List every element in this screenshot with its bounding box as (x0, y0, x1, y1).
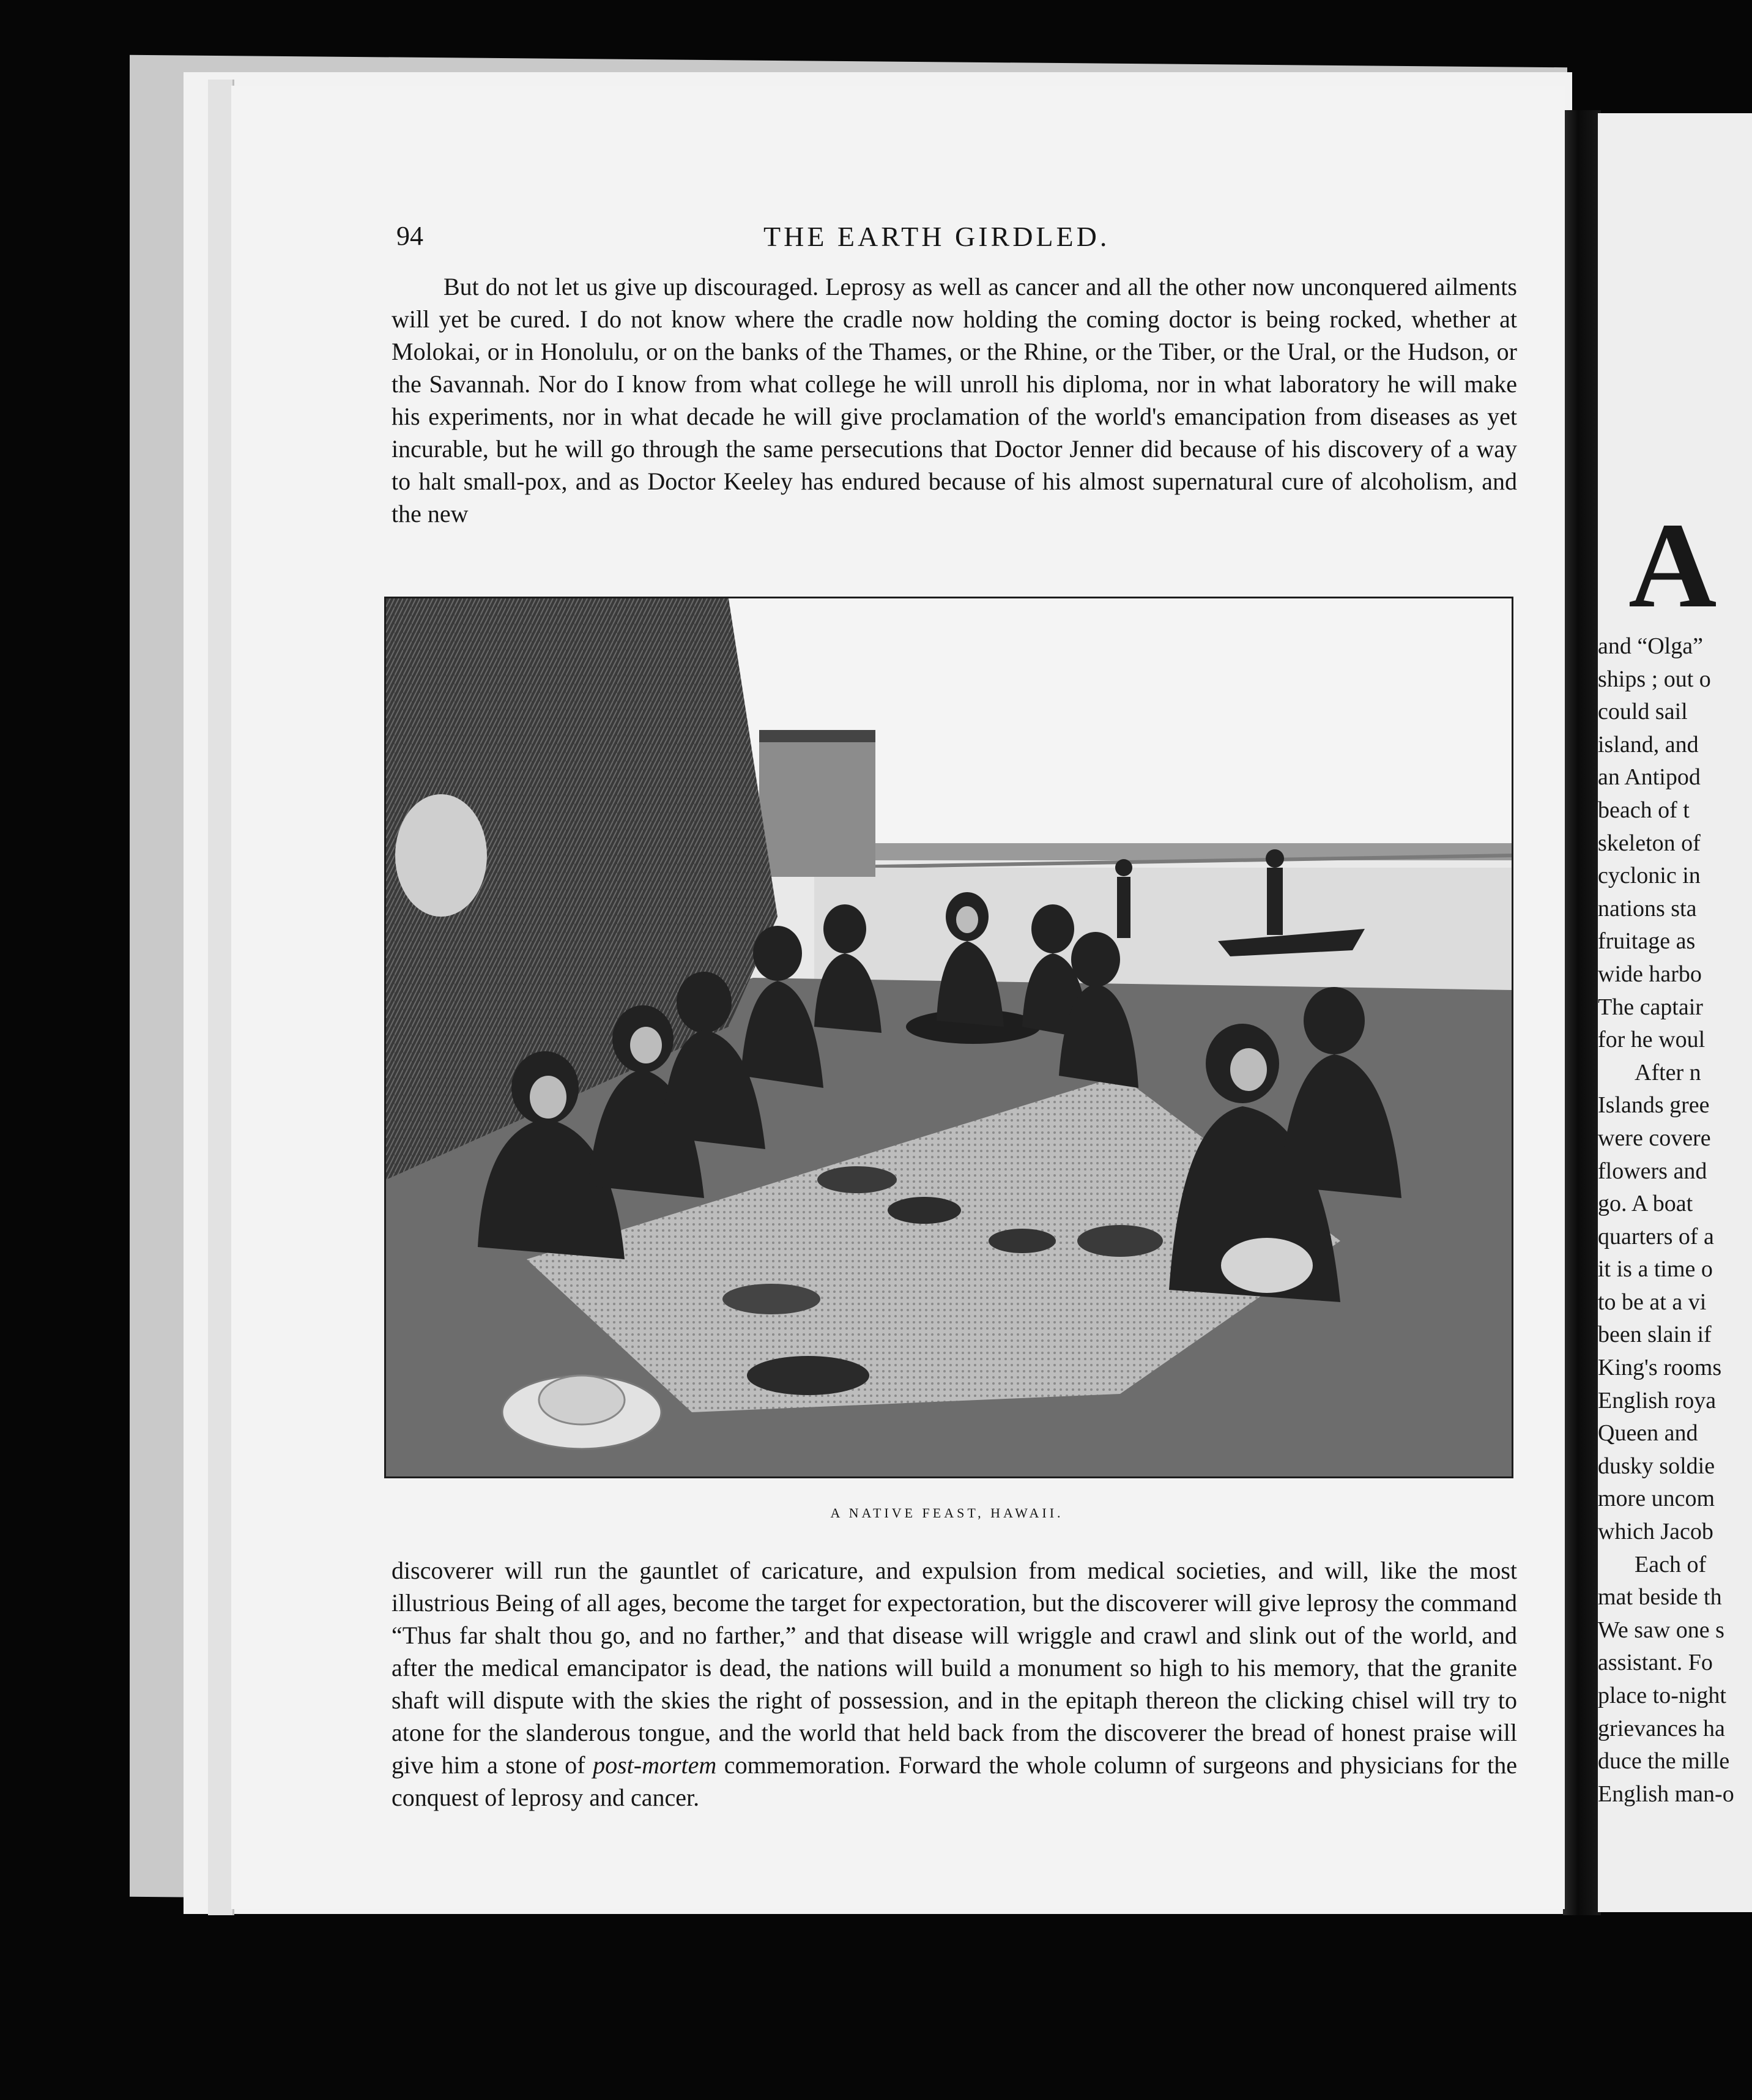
figure-caption: A NATIVE FEAST, HAWAII. (830, 1505, 1064, 1521)
facing-page-line: Each of (1635, 1551, 1707, 1577)
facing-page-line: dusky soldie (1598, 1453, 1715, 1479)
facing-page-line: been slain if (1598, 1322, 1712, 1348)
facing-page-line: an Antipod (1598, 764, 1701, 791)
facing-page-line: King's rooms (1598, 1355, 1722, 1381)
facing-page-line: cyclonic in (1598, 863, 1701, 889)
facing-page-line: We saw one s (1598, 1617, 1724, 1643)
facing-page-line: could sail (1598, 699, 1688, 725)
facing-page-line: were covere (1598, 1125, 1711, 1151)
paragraph-text: discoverer will run the gauntlet of caricature, and expulsion from medical societies, and will, like the most illustrious Being of all ages, become the target for expectoration, but the discoverer will give leprosy the command “Thus far shalt thou go, and no farther,” and that disease will wriggle and crawl and slink out of the world, and after the medical emancipator is dead, the nations will build a monument so high to his memory, that the granite shaft will dispute with the skies the right of possession, and in the epitaph thereon the clicking chisel will try to atone for the slanderous tongue, and the world that held back from the discoverer the bread of honest praise will give him a stone of (392, 1557, 1517, 1779)
top-text-block (392, 270, 1517, 530)
book-gutter (1563, 110, 1601, 1915)
paragraph-text: commemoration. Forward the whole column of surgeons and physicians for the conquest of leprosy and cancer. (392, 1751, 1517, 1811)
facing-page-line: duce the mille (1598, 1748, 1730, 1774)
facing-page-line: ships ; out o (1598, 666, 1711, 692)
facing-page-line: for he woul (1598, 1027, 1706, 1053)
facing-page-line: grievances ha (1598, 1715, 1725, 1741)
facing-page-line: After n (1635, 1059, 1701, 1085)
facing-page-line: nations sta (1598, 895, 1697, 922)
page-number: 94 (396, 221, 423, 251)
facing-page-line: Queen and (1598, 1420, 1698, 1447)
facing-page-line: beach of t (1598, 797, 1690, 823)
facing-page-line: and “Olga” (1598, 633, 1703, 659)
facing-page-text (1598, 630, 1752, 1811)
facing-page-line: Islands gree (1598, 1092, 1710, 1119)
facing-page-line: skeleton of (1598, 830, 1701, 856)
facing-page-line: which Jacob (1598, 1519, 1713, 1545)
photograph-native-feast (384, 597, 1513, 1478)
italic-term: post-mortem (593, 1751, 717, 1779)
page-stack-edge (208, 80, 234, 1915)
facing-page-line: fruitage as (1598, 928, 1696, 955)
facing-page-line: go. A boat (1598, 1191, 1693, 1217)
facing-page-line: English roya (1598, 1387, 1717, 1413)
running-head: THE EARTH GIRDLED. (763, 221, 1110, 252)
book-page-right (1598, 113, 1752, 1912)
facing-page-line: quarters of a (1598, 1223, 1714, 1249)
facing-page-line: English man-o (1598, 1781, 1734, 1807)
book-page-left (231, 86, 1565, 1909)
facing-page-line: place to-night (1598, 1683, 1726, 1708)
facing-page-line: assistant. Fo (1598, 1650, 1713, 1676)
facing-page-line: island, and (1598, 731, 1699, 758)
facing-page-line: mat beside th (1598, 1584, 1722, 1610)
facing-page-line: The captair (1598, 994, 1703, 1020)
paragraph: But do not let us give up discouraged. Leprosy as well as cancer and all the other now unconquered ailments will yet be cured. I do not know where the cradle now holding the coming doctor is being rocked, whether at Molokai, or in Honolulu, or on the banks of the Thames, or the Rhine, or the Tiber, or the Ural, or the Hudson, or the Savannah. Nor do I know from what college he will unroll his diploma, nor in what laboratory he will make his experiments, nor in what decade he will give proclamation of the world's emancipation from diseases as yet incurable, but he will go through the same persecutions that Doctor Jenner did because of his discovery of a way to halt small-pox, and as Doctor Keeley has endured because of his almost supernatural cure of alcoholism, and the new (392, 273, 1517, 527)
facing-page-line: more uncom (1598, 1486, 1715, 1512)
photo-illustration (386, 598, 1512, 1476)
facing-page-line: to be at a vi (1598, 1289, 1707, 1315)
paragraph (392, 1554, 1517, 1814)
facing-page-line: it is a time o (1598, 1256, 1713, 1283)
facing-page-line: wide harbo (1598, 961, 1702, 987)
bottom-text-block (392, 1554, 1517, 1814)
drop-cap: A (1628, 498, 1717, 633)
facing-page-line: flowers and (1598, 1158, 1707, 1184)
